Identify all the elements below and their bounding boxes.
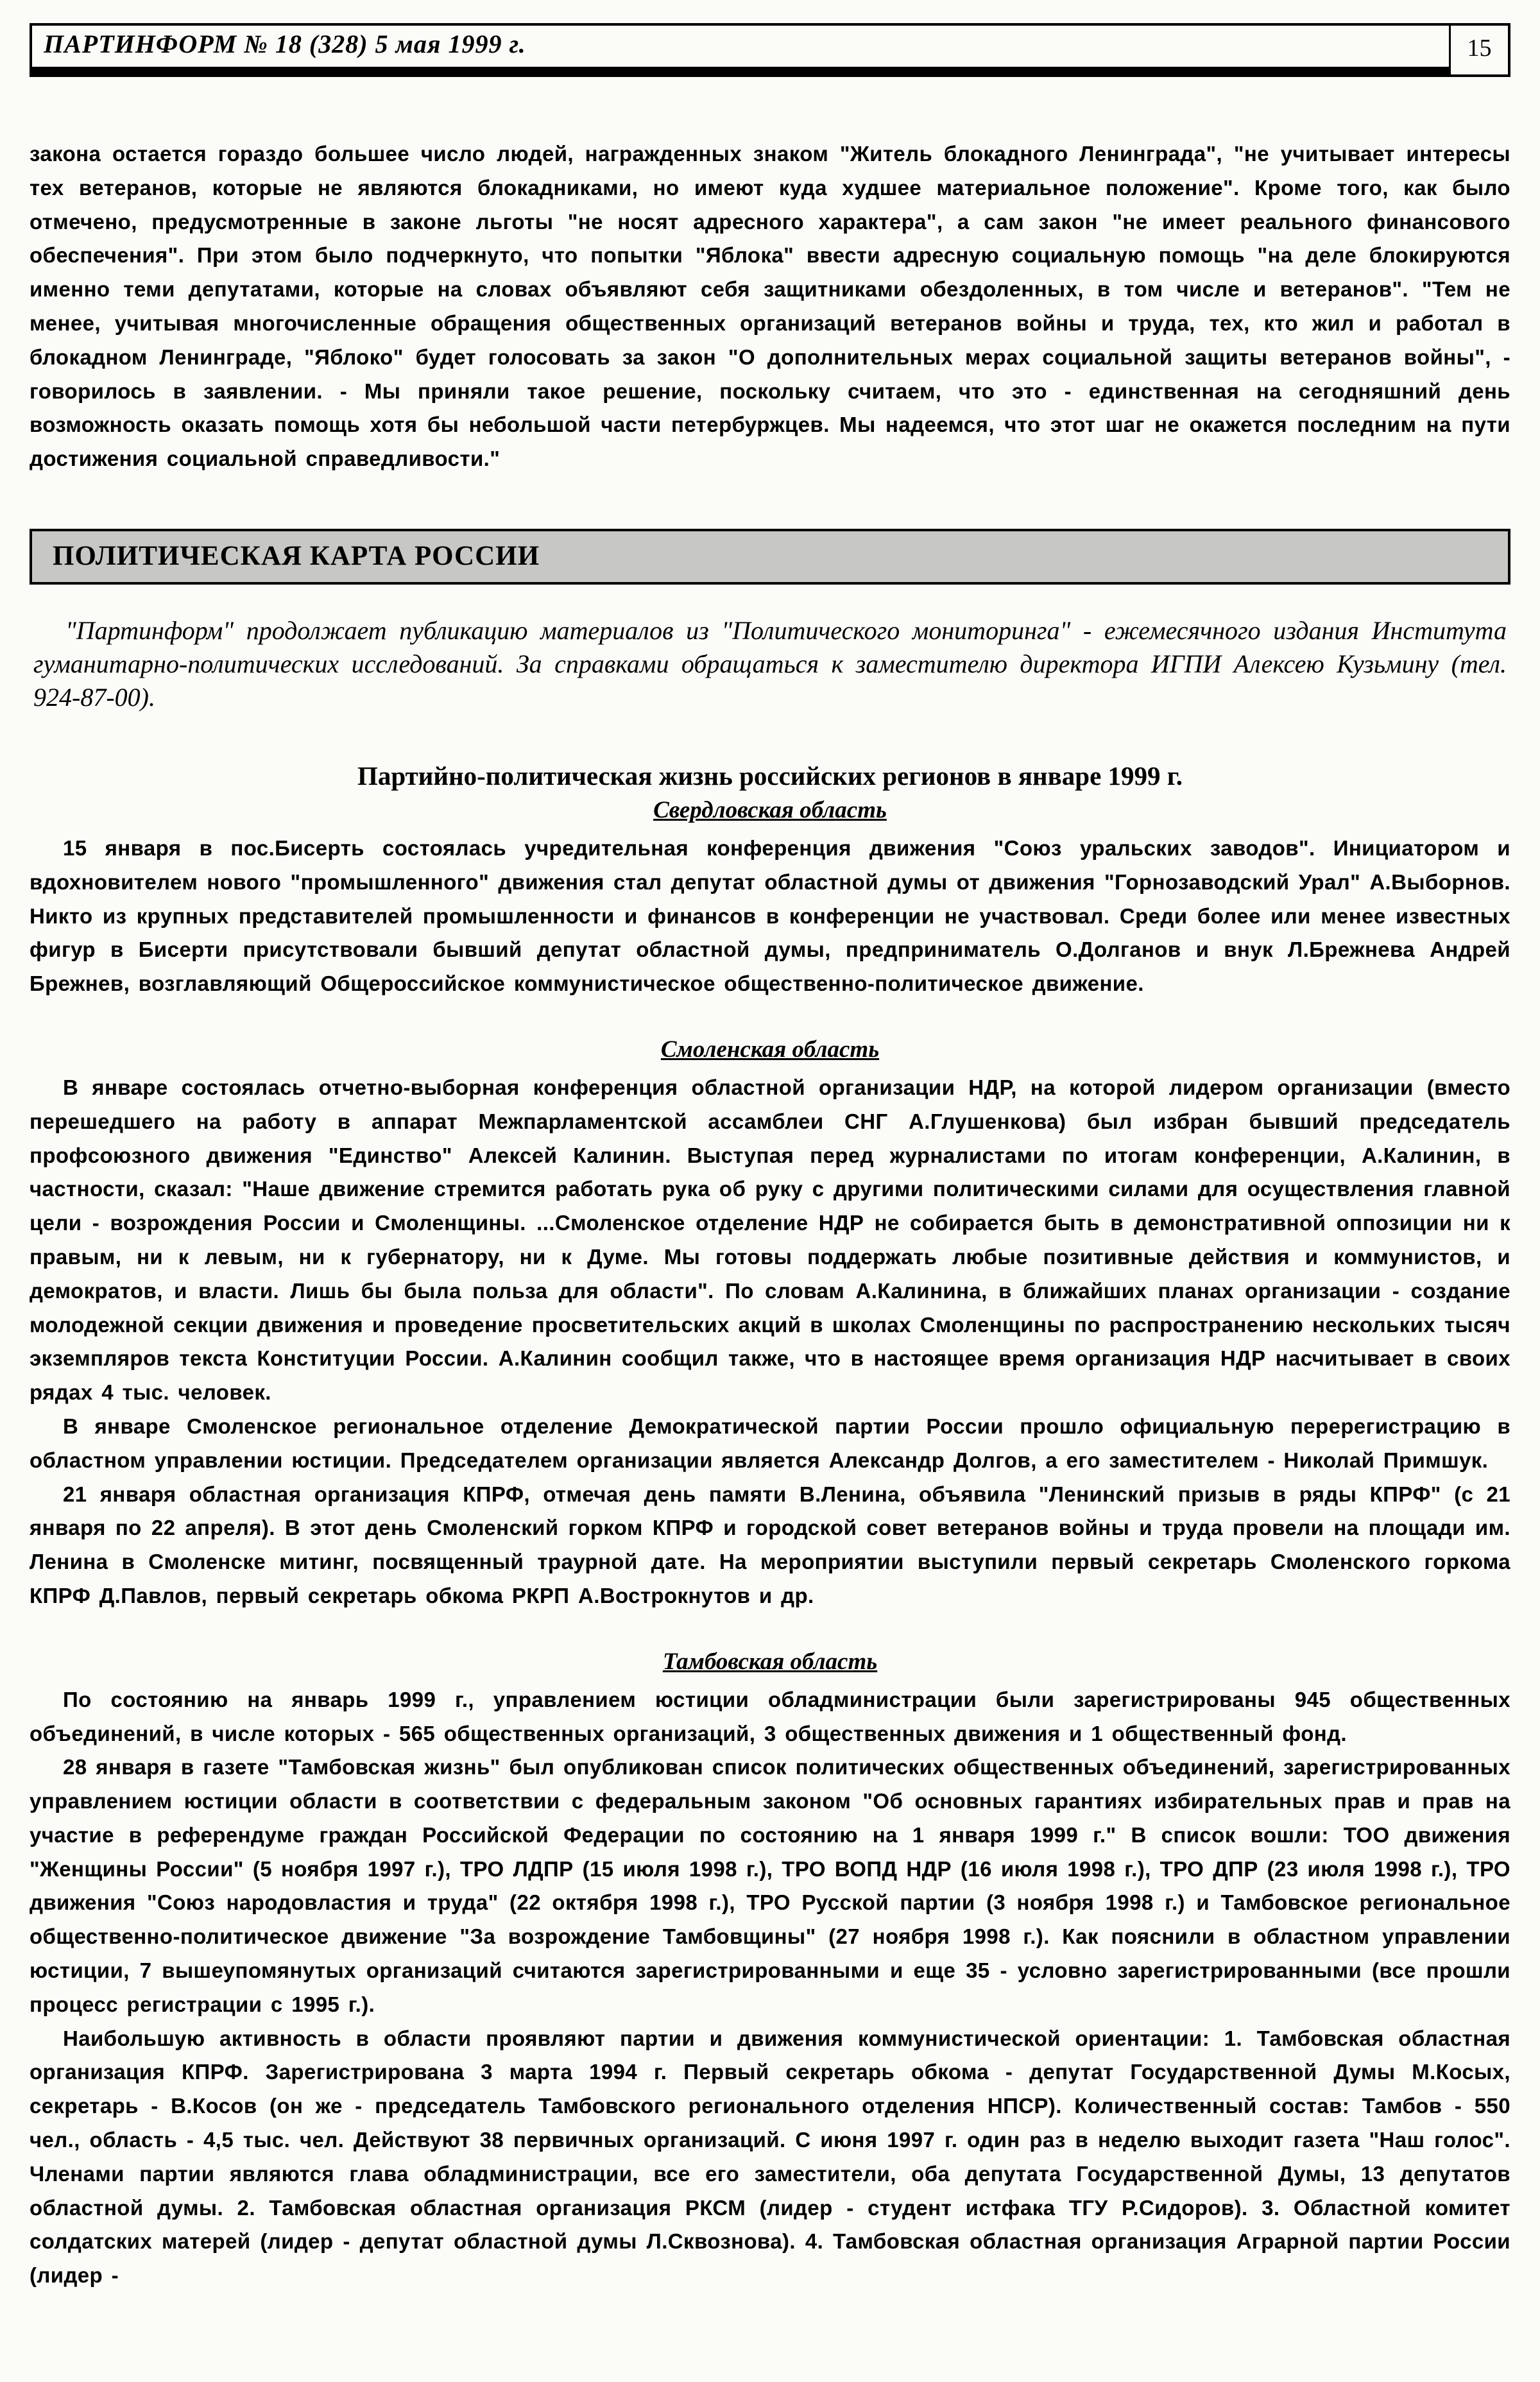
region-paragraph: Наибольшую активность в области проявляют партии и движения коммунистической ориентации: 1. Тамбовская областная организация КПРФ. Зарегистрирована 3 марта 1994 г. Первый секретарь обкома - депутат Государственной Думы М.Косых, секретарь - В.Косов (он же - председатель Тамбовского регионального отделения НПСР). Количественный состав: Тамбов - 550 чел., область - 4,5 тыс. чел. Действуют 38 первичных организаций. С июня 1997 г. один раз в неделю выходит газета "Наш голос". Членами партии являются глава обладминистрации, все его заместители, оба депутата Государственной Думы, 13 депутатов областной думы. 2. Тамбовская областная организация РКСМ (лидер - студент истфака ТГУ Р.Сидоров). 3. Областной комитет солдатских матерей (лидер - депутат областной думы Л.Сквознова). 4. Тамбовская областная организация Аграрной партии России (лидер - <box>30 2026 1510 2288</box>
section-banner <box>30 529 1510 585</box>
article-title: Партийно-политическая жизнь российских регионов в январе 1999 г. <box>357 760 1183 791</box>
page-number: 15 <box>1449 26 1508 74</box>
lead-paragraph: закона остается гораздо большее число людей, награжденных знаком "Житель блокадного Ленинграда", "не учитывает интересы тех ветеранов, которые не являются блокадниками, но имеют куда худшее материальное положение". Кроме того, как было отмечено, предусмотренные в законе льготы "не носят адресного характера", а сам закон "не имеет реального финансового обеспечения". При этом было подчеркнуто, что попытки "Яблока" ввести адресную социальную помощь "на деле блокируются именно теми депутатами, которые на словах объявляют себя защитниками обездоленных, в том числе и ветеранов". "Тем не менее, учитывая многочисленные обращения общественных организаций ветеранов войны и труда, тех, кто жил и работал в блокадном Ленинграде, "Яблоко" будет голосовать за закон "О дополнительных мерах социальной защиты ветеранов войны", - говорилось в заявлении. - Мы приняли такое решение, поскольку считаем, что это - единственная на сегодняшний день возможность оказать помощь хотя бы небольшой части петербуржцев. Мы надеемся, что этот шаг не окажется последним на пути достижения социальной справедливости." <box>30 142 1510 471</box>
region-paragraph: 15 января в пос.Бисерть состоялась учредительная конференция движения "Союз уральских заводов". Инициатором и вдохновителем нового "промышленного" движения стал депутат областной думы от движения "Горнозаводский Урал" А.Выборнов. Никто из крупных представителей промышленности и финансов в конференции не участвовал. Среди более или менее известных фигур в Бисерти присутствовали бывший депутат областной думы, предприниматель О.Долганов и внук Л.Брежнева Андрей Брежнев, возглавляющий Общероссийское коммунистическое общественно-политическое движение. <box>30 835 1510 996</box>
region-heading-sverdlovskaya: Свердловская область <box>653 796 887 823</box>
region-paragraph: 21 января областная организация КПРФ, отмечая день памяти В.Ленина, объявила "Ленинский призыв в ряды КПРФ" (с 21 января по 22 апреля). В этот день Смоленский горком КПРФ и городской совет ветеранов войны и труда провели на площади им. Ленина в Смоленске митинг, посвященный траурной дате. На мероприятии выступили первый секретарь Смоленского горкома КПРФ Д.Павлов, первый секретарь обкома РКРП А.Вострокнутов и др. <box>30 1482 1510 1607</box>
region-heading-tambovskaya: Тамбовская область <box>662 1648 878 1675</box>
section-banner-title: ПОЛИТИЧЕСКАЯ КАРТА РОССИИ <box>53 540 540 571</box>
region-paragraph: В январе Смоленское региональное отделение Демократической партии России прошло официальную перерегистрацию в областном управлении юстиции. Председателем организации является Александр Долгов, а его заместителем - Николай Примшук. <box>30 1414 1510 1472</box>
masthead-title-cell <box>32 26 1449 74</box>
region-heading-smolenskaya: Смоленская область <box>660 1036 880 1063</box>
editorial-note: "Партинформ" продолжает публикацию материалов из "Политического мониторинга" - ежемесячного издания Института гуманитарно-политических исследований. За справками обращаться к заместителю директора ИГПИ Алексею Кузьмину (тел. 924-87-00). <box>33 615 1507 712</box>
region-paragraph: 28 января в газете "Тамбовская жизнь" был опубликован список политических общественных объединений, зарегистрированных управлением юстиции области в соответствии с федеральным законом "Об основных гарантиях избирательных прав и прав на участие в референдуме граждан Российской Федерации по состоянию на 1 января 1999 г." В список вошли: ТОО движения "Женщины России" (5 ноября 1997 г.), ТРО ЛДПР (15 июля 1998 г.), ТРО ВОПД НДР (16 июля 1998 г.), ТРО ДПР (23 июля 1998 г.), ТРО движения "Союз народовластия и труда" (22 октября 1998 г.), ТРО Русской партии (3 ноября 1998 г.) и Тамбовское региональное общественно-политическое движение "За возрождение Тамбовщины" (27 ноября 1998 г.). Как пояснили в областном управлении юстиции, 7 вышеупомянутых организаций считаются зарегистрированными и еще 35 - условно зарегистрированными (все прошли процесс регистрации с 1995 г.). <box>30 1755 1510 2016</box>
masthead <box>30 23 1510 77</box>
region-paragraph: В январе состоялась отчетно-выборная конференция областной организации НДР, на которой лидером организации (вместо перешедшего на работу в аппарат Межпарламентской ассамблеи СНГ А.Глушенкова) был избран бывший председатель профсоюзного движения "Единство" Алексей Калинин. Выступая перед журналистами по итогам конференции, А.Калинин, в частности, сказал: "Наше движение стремится работать рука об руку с другими политическими силами для осуществления главной цели - возрождения России и Смоленщины. ...Смоленское отделение НДР не собирается быть в демонстративной оппозиции ни к правым, ни к левым, ни к губернатору, ни к Думе. Мы готовы поддержать любые позитивные действия и коммунистов, и демократов, и власти. Лишь бы была польза для области". По словам А.Калинина, в ближайших планах организации - создание молодежной секции движения и проведение просветительских акций в школах Смоленщины по распространению нескольких тысяч экземпляров текста Конституции России. А.Калинин сообщил также, что в настоящее время организация НДР насчитывает в своих рядах 4 тыс. человек. <box>30 1075 1510 1405</box>
masthead-title: ПАРТИНФОРМ № 18 (328) 5 мая 1999 г. <box>44 29 526 58</box>
region-paragraph: По состоянию на январь 1999 г., управлением юстиции обладминистрации были зарегистрированы 945 общественных объединений, в числе которых - 565 общественных организаций, 3 общественных движения и 1 общественный фонд. <box>30 1687 1510 1745</box>
